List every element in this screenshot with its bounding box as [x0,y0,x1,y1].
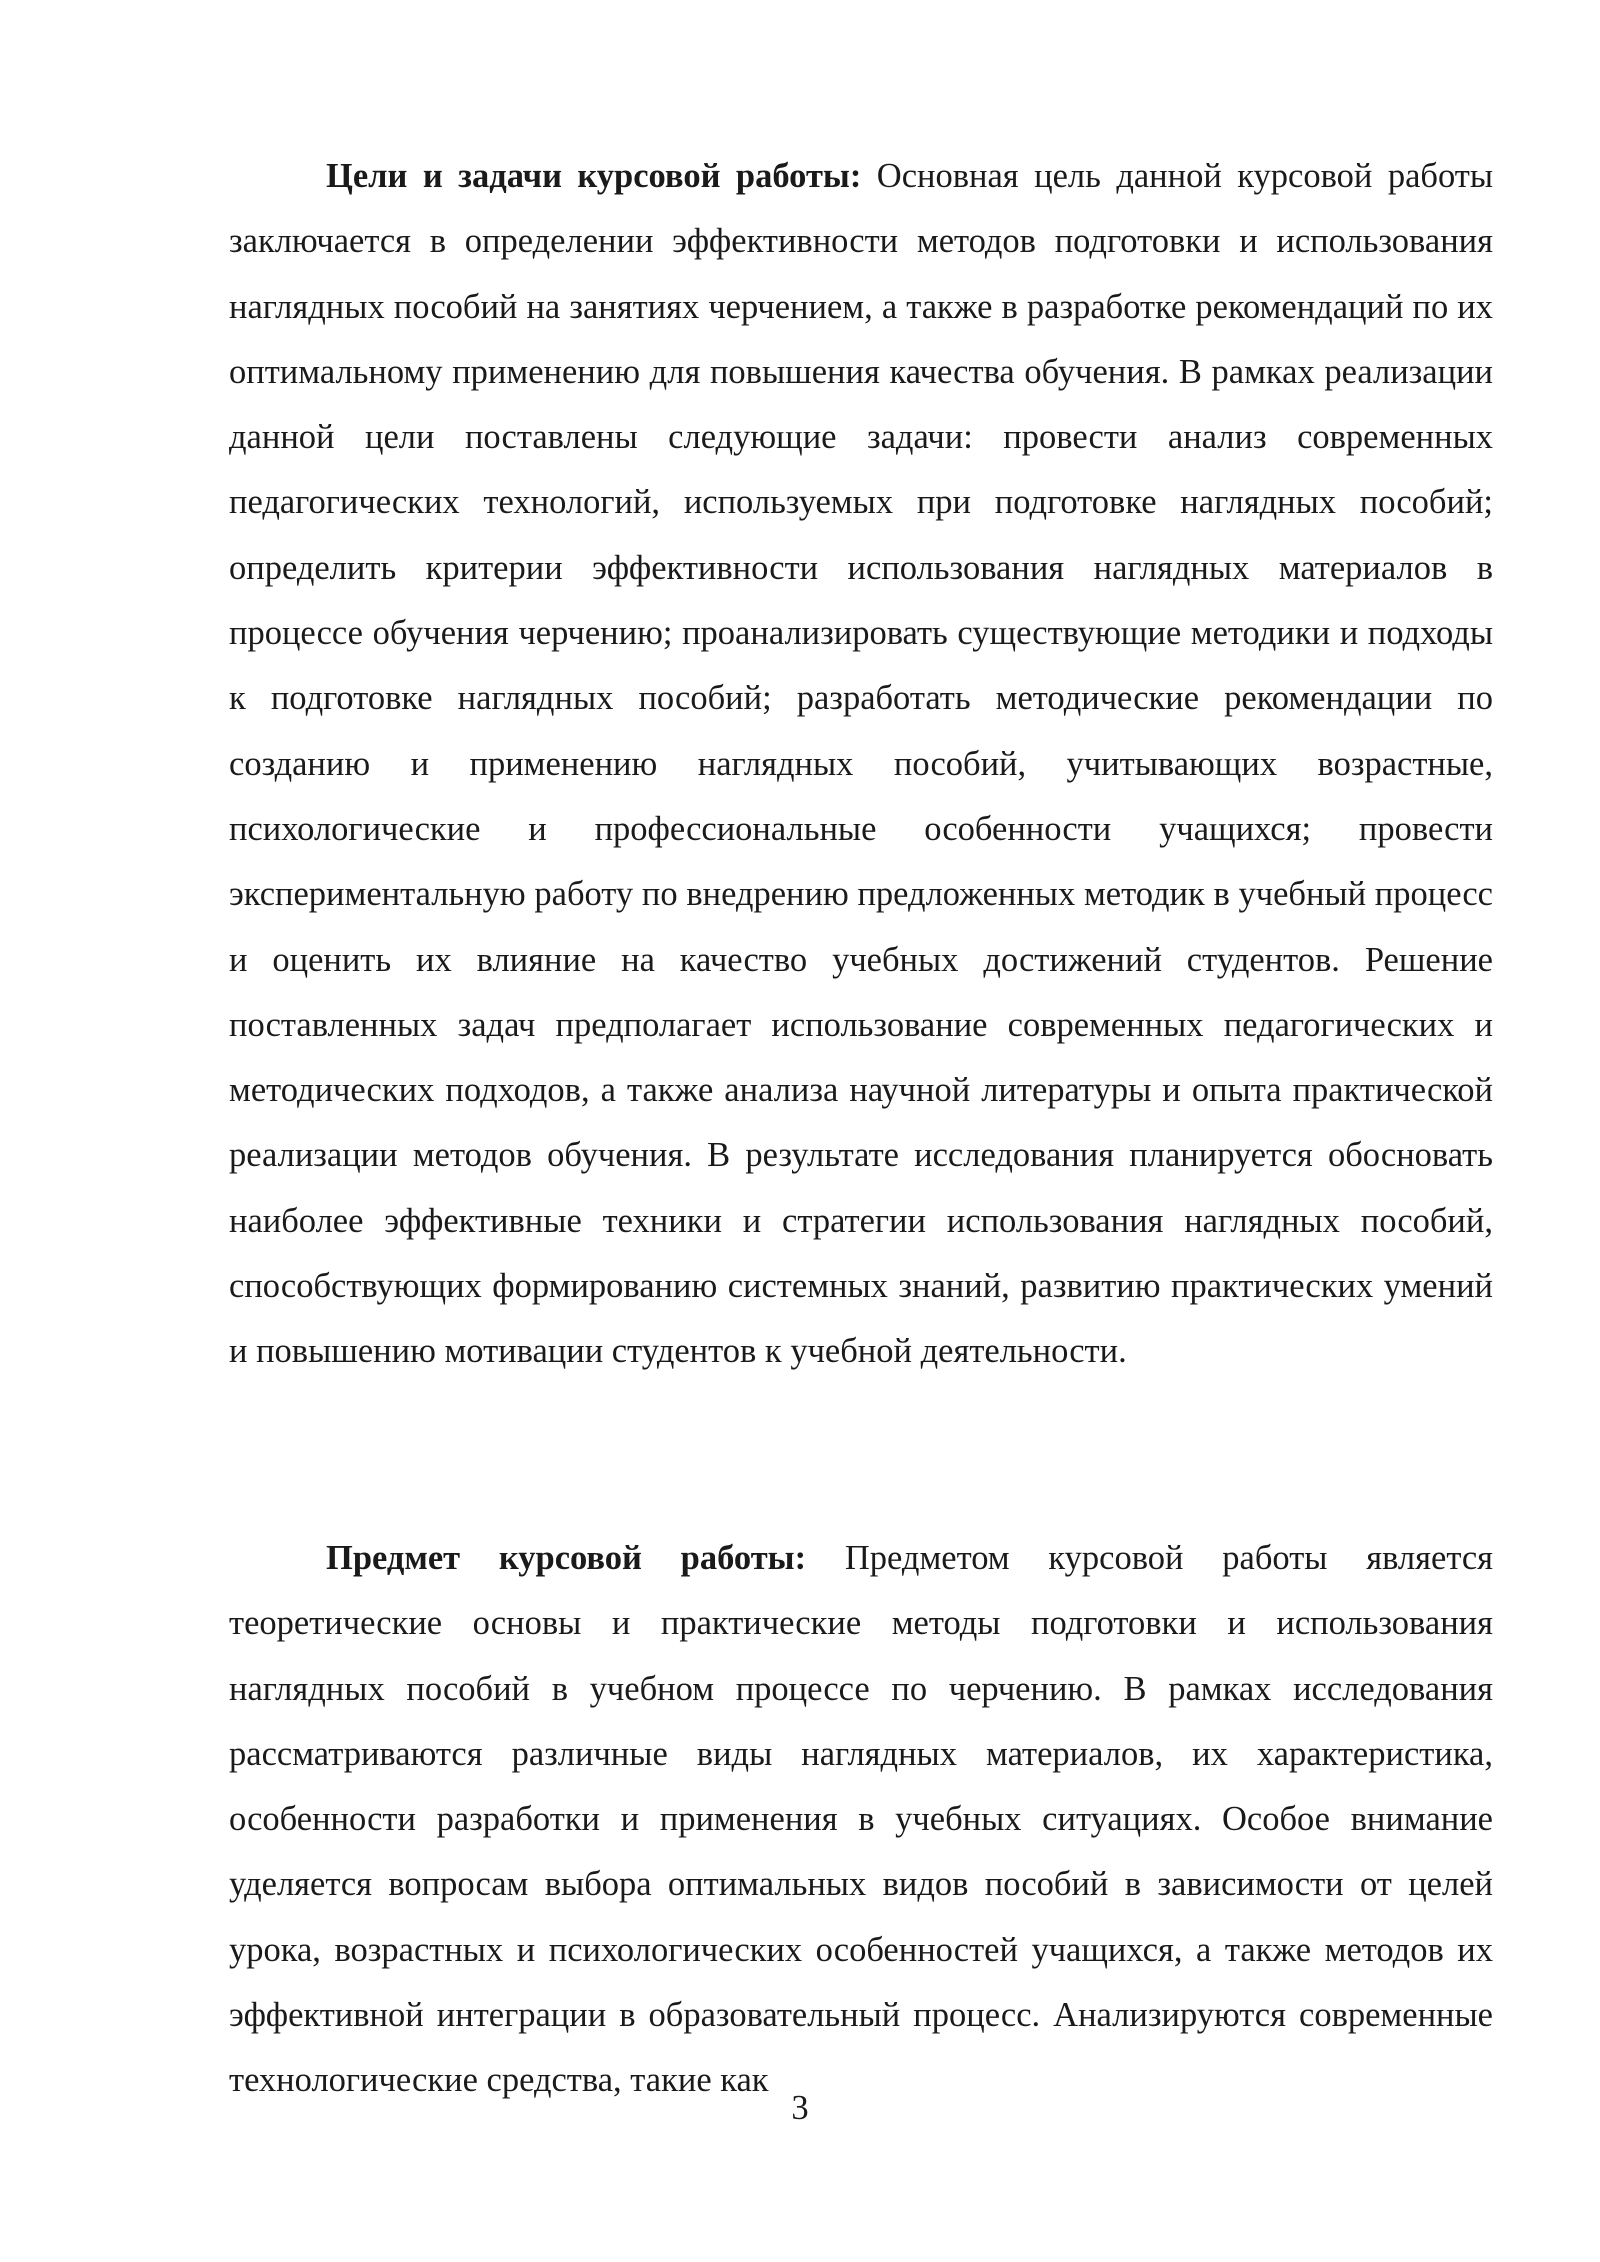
paragraph-goals-body [229,144,1493,1385]
paragraph-subject [229,1526,1493,2114]
paragraph-goals-heading: Цели и задачи курсовой работы: [326,157,862,195]
paragraph-subject-heading: Предмет курсовой работы: [326,1539,807,1577]
paragraph-goals-text: Основная цель данной курсовой работы заключается в определении эффективности методов подготовки и использования наглядных пособий на занятиях черчением, а также в разработке рекомендаций по их оптимальному применению для повышения качества обучения. В рамках реализации данной цели поставлены следующие задачи: провести анализ современных педагогических технологий, используемых при подготовке наглядных пособий; определить критерии эффективности использования наглядных материалов в процессе обучения черчению; проанализировать существующие методики и подходы к подготовке наглядных пособий; разработать методические рекомендации по созданию и применению наглядных пособий, учитывающих возрастные, психологические и профессиональные особенности учащихся; провести экспериментальную работу по внедрению предложенных методик в учебный процесс и оценить их влияние на качество учебных достижений студентов. Решение поставленных задач предполагает использование современных педагогических и методических подходов, а также анализа научной литературы и опыта практической реализации методов обучения. В результате исследования планируется обосновать наиболее эффективные техники и стратегии использования наглядных пособий, способствующих формированию системных знаний, развитию практических умений и повышению мотивации студентов к учебной деятельности. [229,157,1494,1371]
paragraph-goals [229,144,1493,1385]
paragraph-subject-text: Предметом курсовой работы является теоретические основы и практические методы подготовки и использования наглядных пособий в учебном процессе по черчению. В рамках исследования рассматриваются различные виды наглядных материалов, их характеристика, особенности разработки и применения в учебных ситуациях. Особое внимание уделяется вопросам выбора оптимальных видов пособий в зависимости от целей урока, возрастных и психологических особенностей учащихся, а также методов их эффективной интеграции в образовательный процесс. Анализируются современные технологические средства, такие как [229,1539,1494,2100]
paragraph-subject-body [229,1526,1493,2114]
page-number: 3 [791,2089,809,2127]
